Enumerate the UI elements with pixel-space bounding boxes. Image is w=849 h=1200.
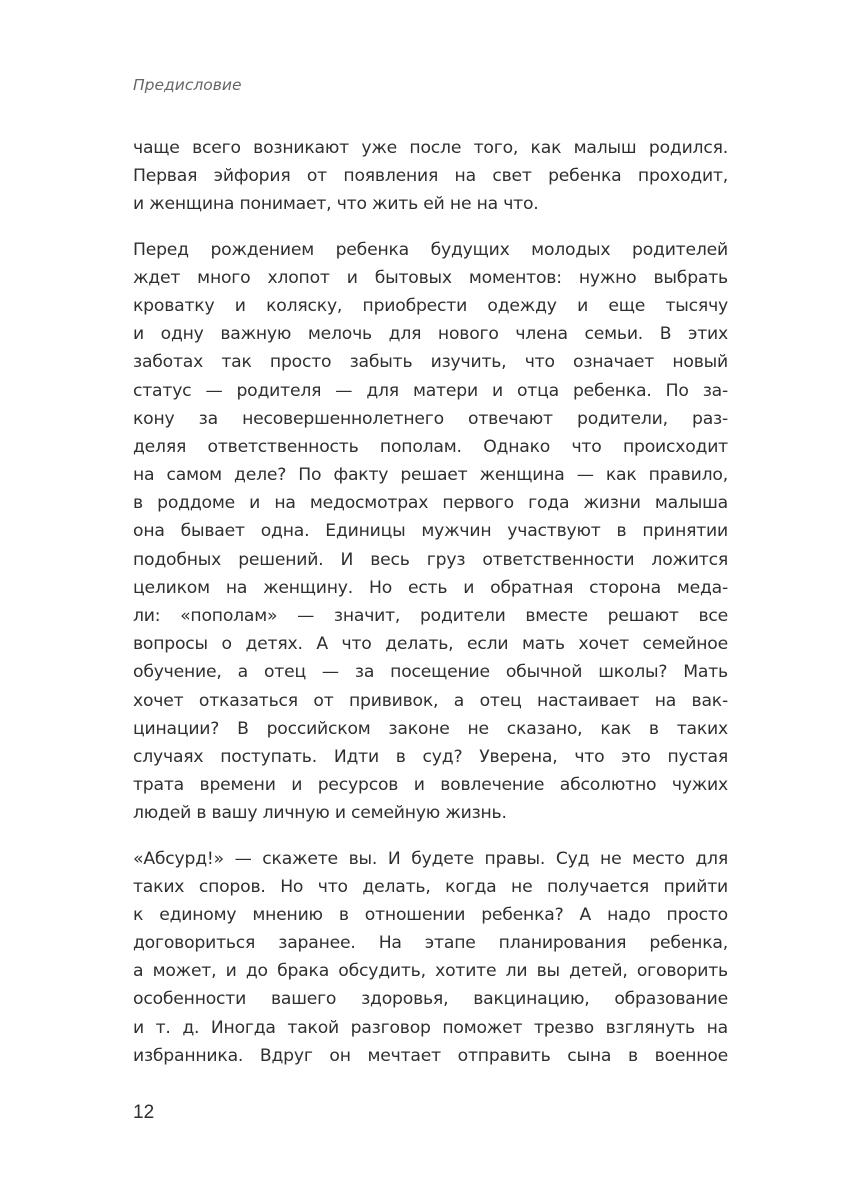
text-line: таких споров. Но что делать, когда не получается прийти [133, 876, 728, 897]
text-line: цинации? В российском законе не сказано, как в таких [133, 718, 728, 739]
running-header: Предисловие [133, 76, 242, 94]
text-line: она бывает одна. Единицы мужчин участвуют в принятии [133, 521, 728, 542]
paragraph [133, 236, 728, 828]
text-line: на самом деле? По факту решает женщина — как правило, [133, 465, 728, 486]
text-line: статус — родителя — для матери и отца ребенка. По за- [133, 380, 728, 401]
text-line: обучение, а отец — за посещение обычной школы? Мать [133, 662, 728, 683]
text-line: к единому мнению в отношении ребенка? А надо просто [133, 904, 728, 925]
text-line: вопросы о детях. А что делать, если мать хочет семейное [133, 634, 728, 655]
text-line: кроватку и коляску, приобрести одежду и еще тысячу [133, 295, 728, 316]
text-line: избранника. Вдруг он мечтает отправить сына в военное [133, 1045, 728, 1066]
text-line: целиком на женщину. Но есть и обратная сторона меда- [133, 577, 728, 598]
text-line: кону за несовершеннолетнего отвечают родители, раз- [133, 408, 728, 429]
text-line: людей в вашу личную и семейную жизнь. [133, 803, 507, 824]
text-line: «Абсурд!» — скажете вы. И будете правы. Суд не место для [133, 848, 728, 869]
text-line: заботах так просто забыть изучить, что означает новый [133, 352, 728, 373]
text-line: особенности вашего здоровья, вакцинацию, образование [133, 989, 728, 1010]
text-line: и т. д. Иногда такой разговор поможет трезво взглянуть на [133, 1017, 728, 1038]
text-line: подобных решений. И весь груз ответственности ложится [133, 549, 728, 570]
text-line: а может, и до брака обсудить, хотите ли вы детей, оговорить [133, 961, 728, 982]
paragraph [133, 134, 728, 219]
text-line: деляя ответственность пополам. Однако что происходит [133, 436, 728, 457]
text-line: ждет много хлопот и бытовых моментов: нужно выбрать [133, 267, 728, 288]
page-body [133, 134, 728, 1087]
text-line: и одну важную мелочь для нового члена семьи. В этих [133, 324, 728, 345]
text-line: хочет отказаться от прививок, а отец настаивает на вак- [133, 690, 728, 711]
text-line: в роддоме и на медосмотрах первого года жизни малыша [133, 493, 728, 514]
text-line: ли: «пополам» — значит, родители вместе решают все [133, 606, 728, 626]
page-number: 12 [133, 1102, 155, 1123]
text-line: чаще всего возникают уже после того, как малыш родился. [133, 138, 728, 158]
text-line: Перед рождением ребенка будущих молодых родителей [133, 239, 728, 260]
text-line: случаях поступать. Идти в суд? Уверена, что это пустая [133, 746, 728, 767]
text-line: и женщина понимает, что жить ей не на что. [133, 194, 539, 215]
text-line: Первая эйфория от появления на свет ребенка проходит, [133, 166, 728, 187]
text-line: трата времени и ресурсов и вовлечение абсолютно чужих [133, 775, 728, 796]
paragraph [133, 845, 728, 1071]
text-line: договориться заранее. На этапе планирования ребенка, [133, 933, 728, 954]
